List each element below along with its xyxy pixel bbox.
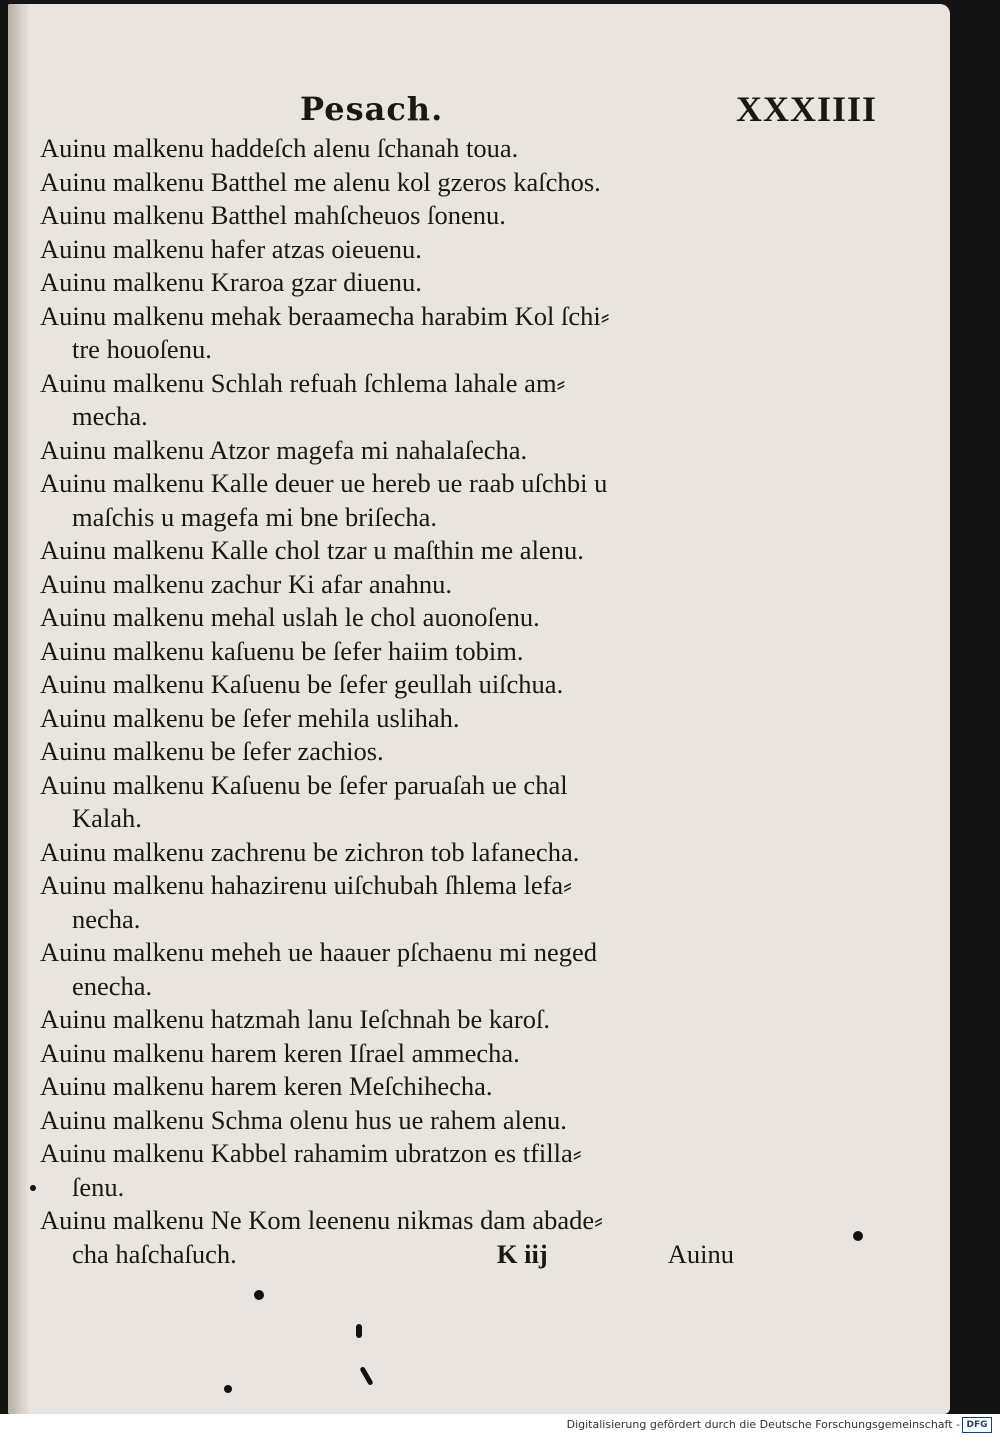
catchword: Auinu [667, 1238, 734, 1269]
text-line: mecha. [72, 401, 148, 431]
text-line: Auinu malkenu be ſefer mehila uslihah. [40, 702, 460, 733]
page-header [8, 84, 950, 134]
text-line: Auinu malkenu mehal uslah le chol auonoſenu. [40, 602, 540, 632]
text-line: Auinu malkenu hatzmah lanu Ieſchnah be karoſ. [40, 1004, 550, 1034]
text-line: Auinu malkenu Kabbel rahamim ubratzon es tfilla⸗ [40, 1138, 582, 1168]
footer-bar [0, 1414, 1000, 1437]
ink-spot [254, 1290, 264, 1300]
text-line: Auinu malkenu zachrenu be zichron tob lafanecha. [40, 836, 580, 867]
ink-spot [30, 1185, 36, 1191]
ink-spot [224, 1385, 232, 1393]
text-line: Auinu malkenu Atzor magefa mi nahalaſecha. [40, 434, 528, 465]
text-line: Auinu malkenu Batthel mahſcheuos ſonenu. [40, 200, 506, 230]
prayer-text [34, 132, 734, 1271]
text-line: Auinu malkenu Kalle deuer ue hereb ue raab uſchbi u [40, 468, 608, 498]
dfg-logo: DFG [962, 1417, 992, 1433]
text-line: necha. [72, 903, 141, 934]
text-line: tre houoſenu. [72, 334, 212, 364]
text-line: Auinu malkenu mehak beraamecha harabim Kol ſchi⸗ [40, 300, 610, 331]
signature-mark: K iij [496, 1238, 548, 1269]
text-line: Auinu malkenu Batthel me alenu kol gzeros kaſchos. [40, 166, 601, 197]
text-line: Auinu malkenu zachur Ki afar anahnu. [40, 568, 453, 599]
text-line: Auinu malkenu Schlah refuah ſchlema lahale am⸗ [40, 367, 566, 398]
text-line: Auinu malkenu hafer atzas oieuenu. [40, 233, 422, 264]
funding-credit: Digitalisierung gefördert durch die Deutsche Forschungsgemeinschaft - [566, 1418, 960, 1431]
text-line: Auinu malkenu Kaſuenu be ſefer paruaſah ue chal [40, 769, 568, 800]
text-line: Auinu malkenu be ſefer zachios. [40, 736, 384, 766]
ink-spot [356, 1324, 362, 1338]
page-gutter-shadow [8, 4, 30, 1414]
last-text-line [34, 1238, 734, 1272]
text-line: Auinu malkenu Kaſuenu be ſefer geullah uiſchua. [40, 669, 564, 699]
text-line: Auinu malkenu Ne Kom leenenu nikmas dam abade⸗ [40, 1205, 603, 1235]
ink-spot [853, 1231, 863, 1241]
text-line: Auinu malkenu Kraroa gzar diuenu. [40, 267, 422, 297]
text-line: Auinu malkenu Kalle chol tzar u maſthin me alenu. [40, 535, 584, 565]
text-line: Auinu malkenu meheh ue haauer pſchaenu mi neged [40, 937, 598, 967]
text-line: ſenu. [72, 1171, 125, 1202]
text-line: Auinu malkenu harem keren Meſchihecha. [40, 1071, 493, 1101]
running-head: Pesach. [300, 90, 444, 128]
text-line: Auinu malkenu hahazirenu uiſchubah ſhlema lefa⸗ [40, 870, 573, 900]
text-line: Auinu malkenu harem keren Iſrael ammecha. [40, 1037, 520, 1068]
folio-number: XXXIIII [736, 89, 878, 129]
text-line: Kalah. [72, 803, 142, 833]
text-line: enecha. [72, 970, 153, 1001]
last-line-text: cha haſchaſuch. [72, 1238, 237, 1269]
book-page [8, 4, 950, 1414]
text-line: Auinu malkenu kaſuenu be ſefer haiim tobim. [40, 635, 524, 666]
text-line: Auinu malkenu Schma olenu hus ue rahem alenu. [40, 1104, 567, 1135]
text-line: maſchis u magefa mi bne briſecha. [72, 501, 437, 532]
text-line: Auinu malkenu haddeſch alenu ſchanah toua. [40, 133, 519, 163]
ink-spot [359, 1366, 373, 1386]
